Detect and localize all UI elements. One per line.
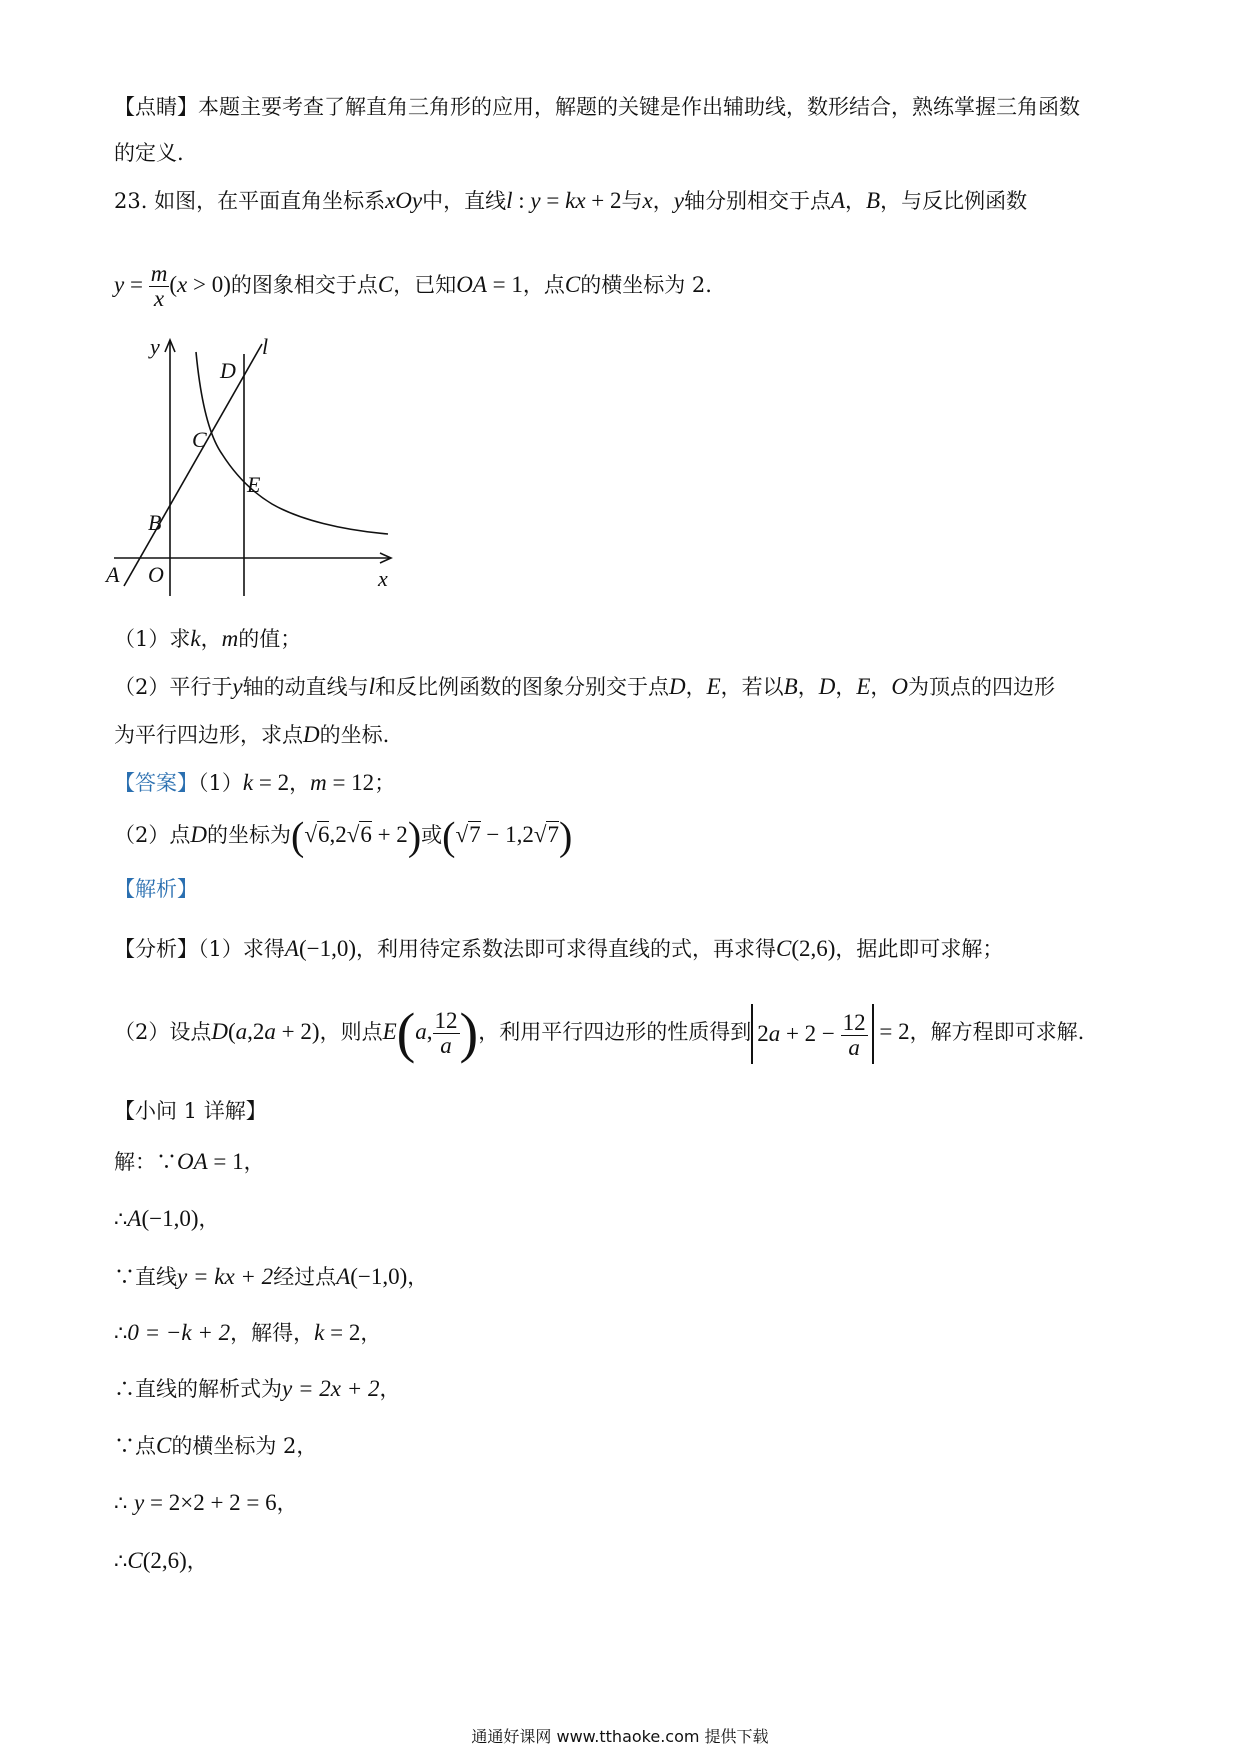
math-var: C [127, 1548, 143, 1573]
text: ，解方程即可求解. [909, 1020, 1085, 1044]
step-2 [114, 1204, 219, 1234]
math-text: (−1,0) [141, 1206, 199, 1231]
absolute-value [751, 1004, 873, 1064]
text: 经过点 [273, 1265, 337, 1289]
label-y: y [150, 334, 160, 359]
sqrt-sign: √ [304, 822, 317, 847]
label-l: l [262, 334, 269, 359]
math-E: E [382, 1019, 397, 1044]
dianjing-line-2 [114, 138, 184, 168]
text: （2）平行于 [114, 675, 233, 699]
math-D: D [668, 674, 686, 699]
math-y: y [530, 188, 541, 213]
math-B: B [866, 188, 881, 213]
math-eq12: = 12 [326, 770, 375, 795]
analysis-line-1 [114, 934, 1003, 964]
text: ∵直线 [114, 1265, 177, 1289]
math-E: E [856, 674, 871, 699]
math-x: x [177, 272, 188, 297]
problem-number: 23. [114, 189, 148, 213]
text: ， [797, 675, 819, 699]
text: ∴ [114, 1491, 135, 1515]
math-A: A [830, 188, 846, 213]
fraction-12-over-a [841, 1011, 868, 1060]
text: 的图象相交于点 [230, 273, 378, 297]
step-7 [114, 1488, 298, 1518]
frac-den: x [153, 286, 165, 311]
math-C: C [775, 936, 792, 961]
text: 的横坐标为 2. [580, 273, 712, 297]
math-B: B [783, 674, 798, 699]
math-m: m [310, 770, 327, 795]
math-var: A [336, 1264, 351, 1289]
line-l [124, 344, 262, 586]
text: ， [198, 1207, 220, 1231]
text: ； [374, 771, 396, 795]
text: ，利用平行四边形的性质得到 [478, 1020, 752, 1044]
text: ，若以 [720, 675, 784, 699]
math-D: D [818, 674, 836, 699]
radicand: 6 [360, 822, 372, 847]
math-text: + 2 − [780, 1020, 841, 1046]
math-x: x [642, 188, 653, 213]
math-var: k [314, 1320, 325, 1345]
frac-num: 12 [434, 1008, 458, 1033]
text: ， [276, 1491, 298, 1515]
question-2-line-2 [114, 720, 389, 750]
step-8 [114, 1546, 208, 1576]
fraction-12-over-a [433, 1009, 460, 1058]
frac-num: 12 [842, 1009, 866, 1035]
radicand: 7 [469, 822, 481, 847]
text: 与 [621, 189, 643, 213]
sqrt-sign: √ [346, 822, 360, 847]
paren: ( [169, 272, 177, 297]
text: ，据此即可求解； [835, 937, 1004, 961]
text: 为顶点的四边形 [908, 675, 1056, 699]
analysis-line-2: （2）设点D(a,2a + 2)，则点E(a, $\frac{12}{a}$ )，利用平行四边形的性质得到 2a + 2 − $\frac{12}{a}$ = 2，解方程即可求解. [114, 1002, 1085, 1065]
math-a: a [415, 1019, 427, 1044]
label-C: C [192, 427, 207, 452]
math-y: y [232, 674, 243, 699]
math-m: m [221, 626, 239, 651]
paren-open: ( [396, 1002, 416, 1065]
radicand: 6 [317, 822, 330, 847]
math-var: OA [177, 1149, 208, 1174]
math-y: y [673, 188, 684, 213]
text: 为平行四边形，求点 [114, 723, 303, 747]
math-eq: = [540, 188, 566, 213]
text: ， [407, 1265, 429, 1289]
text: ∵点 [114, 1434, 156, 1458]
detail-heading: 【小问 1 详解】 [114, 1099, 267, 1123]
text: ， [360, 1321, 382, 1345]
text: ∴ [114, 1321, 128, 1345]
math-text: (−1,0) [350, 1264, 408, 1289]
math-var: y [282, 1376, 293, 1401]
math-var: y [134, 1490, 145, 1515]
fraction-m-over-x [149, 262, 170, 311]
paren: ) [223, 272, 231, 297]
text: 的横坐标为 2， [171, 1434, 318, 1458]
math-gt0: > 0 [187, 272, 224, 297]
text: 的坐标. [319, 723, 390, 747]
label-E: E [247, 472, 261, 497]
math-text: = kx + 2 [187, 1264, 274, 1289]
paren-close: ) [407, 813, 422, 859]
coordinate-figure [106, 334, 412, 604]
step-4 [114, 1318, 381, 1348]
math-text: ,2 [329, 822, 347, 847]
paren-open: ( [442, 813, 456, 859]
text: 或 [421, 823, 443, 847]
question-1 [114, 624, 301, 654]
math-eq1: = 1 [486, 272, 523, 297]
label-B: B [148, 510, 162, 535]
math-C: C [564, 272, 581, 297]
step-6 [114, 1431, 317, 1461]
step-3 [114, 1262, 428, 1292]
math-l: l [506, 188, 513, 213]
label-D: D [220, 358, 236, 383]
step-1 [114, 1147, 265, 1177]
text: ，已知 [393, 273, 457, 297]
answer-tag: 【答案】 [114, 771, 198, 795]
math-text: (2,6) [142, 1548, 187, 1573]
text: ， [845, 189, 867, 213]
math-text: = 2 [324, 1320, 361, 1345]
text: ，点 [522, 273, 565, 297]
math-eq: = [124, 272, 149, 297]
math-var: A [127, 1206, 142, 1231]
math-kx: kx [565, 188, 586, 213]
math-text: = 2x + 2 [292, 1376, 380, 1401]
text: ∴ [114, 1549, 128, 1573]
problem-line-2 [114, 262, 712, 311]
text: （1）求得 [198, 937, 285, 961]
text: 中，直线 [422, 189, 507, 213]
text: ， [835, 675, 857, 699]
math-text: ,2 [247, 1019, 265, 1044]
text: 如图，在平面直角坐标系 [154, 189, 386, 213]
text: ， [685, 675, 707, 699]
math-text: 0 = −k + 2 [127, 1320, 231, 1345]
frac-den: a [848, 1034, 860, 1060]
math-plus2: + 2 [585, 188, 622, 213]
math-D: D [211, 1019, 228, 1044]
text: ， [379, 1377, 401, 1401]
jiexi-heading: 【解析】 [114, 877, 198, 901]
math-eq2: = 2 [873, 1019, 910, 1044]
math-var: y [177, 1264, 188, 1289]
text: （2）设点 [114, 1020, 212, 1044]
math-l: l [368, 674, 375, 699]
paren-open: ( [291, 813, 305, 859]
math-C: C [377, 272, 394, 297]
math-OA: OA [456, 272, 487, 297]
math-text: − 1,2 [480, 822, 534, 847]
footer-source: 通通好课网 www.tthaoke.com 提供下载 [471, 1727, 769, 1746]
text: ， [186, 1549, 208, 1573]
text: ， [652, 189, 674, 213]
math-text: + 2 [371, 822, 408, 847]
math-D: D [190, 822, 207, 847]
sqrt-sign: √ [455, 822, 469, 847]
text: ， [243, 1150, 265, 1174]
text: 的坐标为 [207, 823, 291, 847]
text: ∴直线的解析式为 [114, 1377, 282, 1401]
text: 轴分别相交于点 [683, 189, 831, 213]
paren-close: ) [558, 813, 573, 859]
math-coord: (2,6) [791, 936, 836, 961]
text: ，解得， [230, 1321, 315, 1345]
text: 轴的动直线与 [242, 675, 369, 699]
math-a: a [768, 1020, 781, 1046]
math-text: 2 [757, 1020, 769, 1046]
math-O: O [891, 674, 909, 699]
math-a: a [235, 1019, 248, 1044]
paren-close: ) [459, 1002, 479, 1065]
text: 解：∵ [114, 1150, 177, 1174]
frac-num: m [150, 261, 168, 286]
analysis-tag: 【分析】 [114, 937, 198, 961]
text: ， [289, 771, 311, 795]
math-k: k [242, 770, 254, 795]
text: 的值； [238, 627, 302, 651]
math-colon: : [512, 188, 531, 213]
label-A: A [106, 562, 120, 587]
sqrt-sign: √ [533, 822, 547, 847]
problem-line-1 [114, 186, 1027, 216]
math-var: C [156, 1433, 172, 1458]
text: ， [200, 627, 222, 651]
text: （1）求 [114, 627, 191, 651]
math-xoy: xOy [385, 188, 423, 213]
text: ，利用待定系数法即可求得直线的式，再求得 [355, 937, 776, 961]
dianjing-line-1 [114, 92, 1080, 122]
text: ，则点 [319, 1020, 383, 1044]
answer-2 [114, 813, 573, 859]
label-O: O [148, 562, 164, 587]
text: ，与反比例函数 [880, 189, 1028, 213]
frac-den: a [440, 1033, 452, 1058]
dianjing-tag: 【点睛】 [114, 95, 198, 119]
math-text: = 1 [207, 1149, 244, 1174]
step-5 [114, 1374, 400, 1404]
text: ， [870, 675, 892, 699]
answer-1 [114, 768, 395, 798]
text: （2）点 [114, 823, 191, 847]
text: ∴ [114, 1207, 128, 1231]
text: （1） [198, 771, 243, 795]
math-text: = 2×2 + 2 = 6 [144, 1490, 277, 1515]
text: 和反比例函数的图象分别交于点 [374, 675, 669, 699]
math-text: + 2 [275, 1019, 312, 1044]
dianjing-text-2: 的定义. [114, 141, 184, 165]
math-y: y [114, 272, 125, 297]
question-2-line-1 [114, 672, 1055, 702]
math-k: k [190, 626, 201, 651]
math-A: A [284, 936, 299, 961]
math-eq2: = 2 [253, 770, 290, 795]
label-x: x [378, 566, 388, 591]
math-E: E [706, 674, 721, 699]
math-a: a [264, 1019, 276, 1044]
radicand: 7 [547, 822, 559, 847]
dianjing-text: 本题主要考查了解直角三角形的应用，解题的关键是作出辅助线，数形结合，熟练掌握三角函数 [198, 95, 1080, 119]
math-D: D [303, 722, 320, 747]
math-coord: (−1,0) [298, 936, 356, 961]
